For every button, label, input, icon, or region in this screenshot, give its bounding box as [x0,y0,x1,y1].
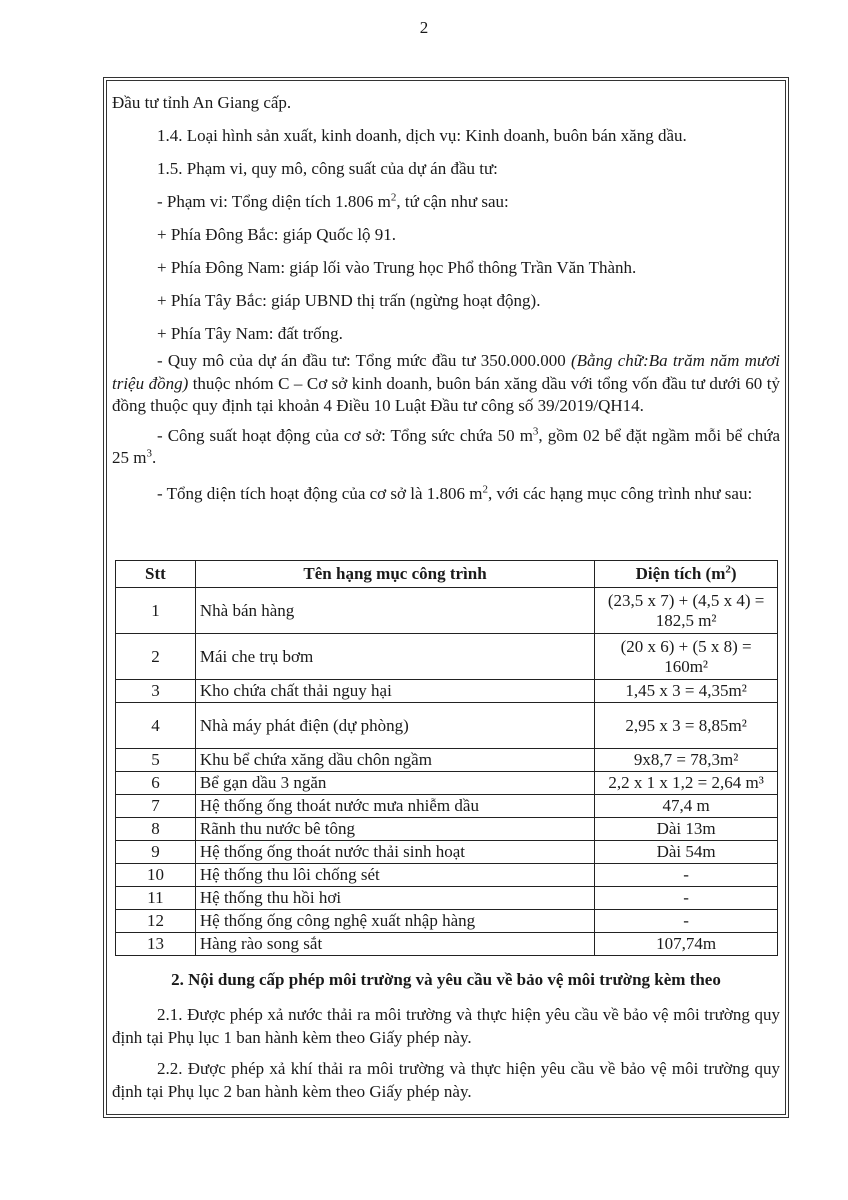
table-row [116,818,778,841]
document-body [112,86,780,505]
row-stt: 8 [116,818,196,841]
line-northeast: + Phía Đông Bắc: giáp Quốc lộ 91. [157,225,397,244]
line-northwest: + Phía Tây Bắc: giáp UBND thị trấn (ngừng hoạt động). [157,291,541,310]
row-area: - [595,910,778,933]
row-area: Dài 13m [595,818,778,841]
superscript: 3 [532,424,539,437]
table-row [116,634,778,680]
page-number: 2 [419,18,429,37]
row-name: Nhà bán hàng [195,588,594,634]
table-row [116,841,778,864]
row-area: - [595,864,778,887]
row-area: (20 x 6) + (5 x 8) = 160m² [595,634,778,680]
line-business-type: 1.4. Loại hình sản xuất, kinh doanh, dịch vụ: Kinh doanh, buôn bán xăng dầu. [157,126,687,145]
row-name: Hàng rào song sắt [195,933,594,956]
row-stt: 2 [116,634,196,680]
superscript: 3 [146,447,152,460]
works-table [115,560,778,956]
header-area [595,561,778,588]
row-stt: 7 [116,795,196,818]
row-stt: 6 [116,772,196,795]
row-name: Khu bể chứa xăng dầu chôn ngầm [195,749,594,772]
row-area: Dài 54m [595,841,778,864]
scope-area-suffix: , tứ cận như sau: [396,192,509,211]
row-stt: 4 [116,703,196,749]
row-name: Hệ thống ống công nghệ xuất nhập hàng [195,910,594,933]
line-scope-area [112,185,780,218]
superscript: 2 [482,482,488,495]
line-southeast: + Phía Đông Nam: giáp lối vào Trung học Phổ thông Trần Văn Thành. [157,258,637,277]
row-name: Hệ thống ống thoát nước thải sinh hoạt [195,841,594,864]
superscript: 2 [390,191,397,204]
table-row [116,772,778,795]
table-body [116,588,778,956]
line-southwest: + Phía Tây Nam: đất trống. [157,324,343,343]
row-stt: 3 [116,680,196,703]
row-area: 107,74m [595,933,778,956]
total-area-suffix: , với các hạng mục công trình như sau: [488,483,753,503]
table-header-row [116,561,778,588]
header-stt: Stt [116,561,196,588]
row-area: 9x8,7 = 78,3m² [595,749,778,772]
row-name: Mái che trụ bơm [195,634,594,680]
row-stt: 12 [116,910,196,933]
paragraph-total-area [112,483,780,506]
header-name: Tên hạng mục công trình [195,561,594,588]
table-row [116,588,778,634]
line-investment-authority: Đầu tư tỉnh An Giang cấp. [112,93,292,112]
section-2-1: 2.1. Được phép xả nước thải ra môi trường và thực hiện yêu cầu về bảo vệ môi trường quy định tại Phụ lục 1 ban hành kèm theo Giấy phép này. [112,1005,780,1047]
row-area: 47,4 m [595,795,778,818]
row-stt: 1 [116,588,196,634]
table-row [116,795,778,818]
table-row [116,864,778,887]
total-area-text: - Tổng diện tích hoạt động của cơ sở là 1.806 m [157,483,483,503]
row-name: Kho chứa chất thải nguy hại [195,680,594,703]
row-stt: 13 [116,933,196,956]
table-row [116,703,778,749]
row-name: Rãnh thu nước bê tông [195,818,594,841]
superscript: 2 [725,563,731,576]
row-name: Hệ thống thu hồi hơi [195,887,594,910]
table-row [116,680,778,703]
table-row [116,887,778,910]
row-stt: 11 [116,887,196,910]
row-stt: 10 [116,864,196,887]
row-area: - [595,887,778,910]
row-area: 2,2 x 1 x 1,2 = 2,64 m³ [595,772,778,795]
scale-text: - Quy mô của dự án đầu tư: Tổng mức đầu tư 350.000.000 [157,351,571,370]
scale-suffix: thuộc nhóm C – Cơ sở kinh doanh, buôn bán xăng dầu với tổng vốn đầu tư dưới 60 tỷ đồng thuộc quy định tại khoản 4 Điều 10 Luật Đầu tư công số 39/2019/QH14. [112,373,780,415]
header-area-text: Diện tích (m [635,564,726,583]
scale-in-words: (Bằng chữ:Ba trăm năm mươi triệu đồng) [112,351,780,393]
section-2-heading: 2. Nội dung cấp phép môi trường và yêu cầu về bảo vệ môi trường kèm theo [171,970,721,989]
row-area: 2,95 x 3 = 8,85m² [595,703,778,749]
capacity-end: . [151,448,157,467]
paragraph-investment-scale [112,350,780,418]
row-name: Nhà máy phát điện (dự phòng) [195,703,594,749]
scope-area-text: - Phạm vi: Tổng diện tích 1.806 m [157,192,391,211]
table-row [116,910,778,933]
capacity-mid: , gồm 02 bể đặt ngầm mỗi bể chứa 25 m [112,425,780,467]
paragraph-capacity [112,425,780,470]
section-2 [112,965,780,1103]
row-name: Hệ thống ống thoát nước mưa nhiễm dầu [195,795,594,818]
row-stt: 5 [116,749,196,772]
table-row [116,933,778,956]
section-2-2: 2.2. Được phép xả khí thải ra môi trường và thực hiện yêu cầu về bảo vệ môi trường quy định tại Phụ lục 2 ban hành kèm theo Giấy phép này. [112,1059,780,1101]
capacity-text: - Công suất hoạt động của cơ sở: Tổng sức chứa 50 m [157,425,533,445]
table-row [116,749,778,772]
row-stt: 9 [116,841,196,864]
row-area: (23,5 x 7) + (4,5 x 4) = 182,5 m² [595,588,778,634]
row-name: Bể gạn dầu 3 ngăn [195,772,594,795]
row-name: Hệ thống thu lôi chống sét [195,864,594,887]
header-area-close: ) [730,564,737,583]
row-area: 1,45 x 3 = 4,35m² [595,680,778,703]
line-scope-heading: 1.5. Phạm vi, quy mô, công suất của dự án đầu tư: [157,159,498,178]
